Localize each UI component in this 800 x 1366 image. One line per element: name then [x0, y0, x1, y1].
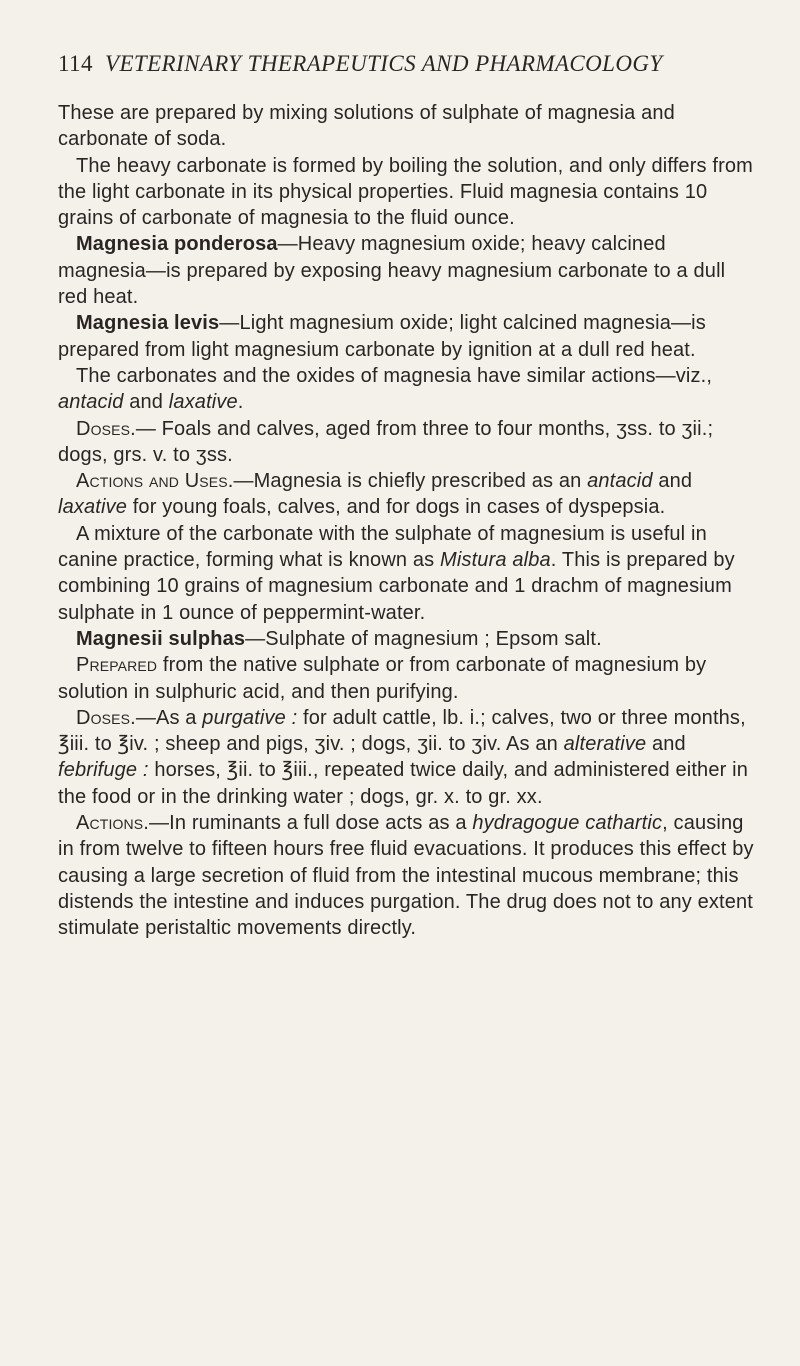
paragraph-text: —Light magnesium oxide; light calcined magnesia—is prepared from light magnesium carbonate by ignition at a dull red heat.	[58, 312, 706, 361]
italic-term: alterative	[563, 733, 647, 756]
italic-term: hydragogue cathartic	[472, 812, 663, 835]
paragraph-actions-sulphate	[58, 810, 756, 941]
paragraph-text: .	[237, 391, 244, 414]
body-text	[58, 100, 756, 942]
paragraph-magnesia-levis	[58, 310, 756, 363]
paragraph-text: . This is prepared by combining 10 grains of magnesium carbonate and 1 drachm of magnesium sulphate in 1 ounce of peppermint-water.	[58, 549, 735, 624]
paragraph-text: for adult cattle, lb. i.; calves, two or three months, ℥iii. to ℥iv. ; sheep and pigs, ʒiv. ; dogs, ʒii. to ʒiv. As an	[58, 706, 746, 756]
section-label: Prepared	[76, 654, 158, 677]
paragraph-carbonates-oxides	[58, 363, 756, 416]
paragraph-text: —As a	[135, 706, 203, 729]
paragraph-actions-and-uses	[58, 468, 756, 521]
paragraph-magnesii-sulphas	[58, 626, 756, 652]
paragraph-text: These are prepared by mixing solutions of sulphate of magnesia and carbonate of soda.	[58, 102, 675, 151]
paragraph-text: —Magnesia is chiefly prescribed as an	[233, 470, 588, 493]
paragraph-doses-sulphate	[58, 705, 756, 810]
running-head-title: VETERINARY THERAPEUTICS AND PHARMACOLOGY	[105, 51, 663, 76]
paragraph-mistura-alba	[58, 521, 756, 626]
paragraph-text: horses, ℥ii. to ℥iii., repeated twice daily, and administered either in the food or in the drinking water ; dogs, gr. x. to gr. xx.	[58, 759, 748, 808]
italic-term: laxative	[58, 496, 128, 519]
page-number: 114	[58, 51, 93, 76]
section-label: Doses.	[76, 706, 136, 729]
paragraph-text: The carbonates and the oxides of magnesia have similar actions—viz.,	[76, 364, 713, 387]
section-label: Doses.	[76, 417, 136, 440]
paragraph-text: , causing in from twelve to fifteen hours free fluid evacuations. It produces this effect by causing a large secretion of fluid from the intestinal mucous membrane; this distends the intestine and induces purgation. The drug does not to any extent stimulate peristaltic movements directly.	[58, 812, 754, 940]
paragraph-heavy-carbonate	[58, 153, 756, 232]
paragraph-text: — Foals and calves, aged from three to four months, ʒss. to ʒii.; dogs, grs. v. to ʒss.	[58, 417, 714, 466]
entry-heading: Magnesia levis	[76, 312, 220, 335]
italic-term: purgative :	[202, 706, 298, 729]
paragraph-text: and	[652, 470, 693, 493]
paragraph-doses-carbonate	[58, 416, 756, 469]
paragraph-text: —Heavy magnesium oxide; heavy calcined magnesia—is prepared by exposing heavy magnesium carbonate to a dull red heat.	[58, 233, 726, 309]
running-head	[58, 50, 756, 78]
section-label: Actions and Uses.	[76, 470, 234, 493]
paragraph-prepared	[58, 100, 756, 153]
paragraph-text: —Sulphate of magnesium ; Epsom salt.	[245, 627, 602, 650]
section-label: Actions.	[76, 812, 149, 835]
paragraph-text: from the native sulphate or from carbonate of magnesium by solution in sulphuric acid, and then purifying.	[58, 654, 707, 703]
italic-term: laxative	[168, 391, 238, 414]
italic-term: antacid	[587, 470, 653, 493]
paragraph-text: A mixture of the carbonate with the sulphate of magnesium is useful in canine practice, forming what is known as	[58, 522, 707, 572]
paragraph-text: and	[123, 391, 169, 414]
paragraph-prepared-sulphate	[58, 652, 756, 705]
entry-heading: Magnesii sulphas	[76, 627, 246, 650]
paragraph-magnesia-ponderosa	[58, 231, 756, 310]
italic-term: febrifuge :	[58, 759, 149, 782]
italic-term: Mistura alba	[440, 549, 551, 572]
entry-heading: Magnesia ponderosa	[76, 233, 278, 256]
paragraph-text: for young foals, calves, and for dogs in cases of dyspepsia.	[127, 496, 666, 519]
italic-term: antacid	[58, 391, 124, 414]
paragraph-text: —In ruminants a full dose acts as a	[149, 812, 473, 835]
paragraph-text: The heavy carbonate is formed by boiling the solution, and only differs from the light carbonate in its physical properties. Fluid magnesia contains 10 grains of carbonate of magnesia to the fluid ounce.	[58, 154, 753, 230]
paragraph-text: and	[646, 733, 686, 756]
